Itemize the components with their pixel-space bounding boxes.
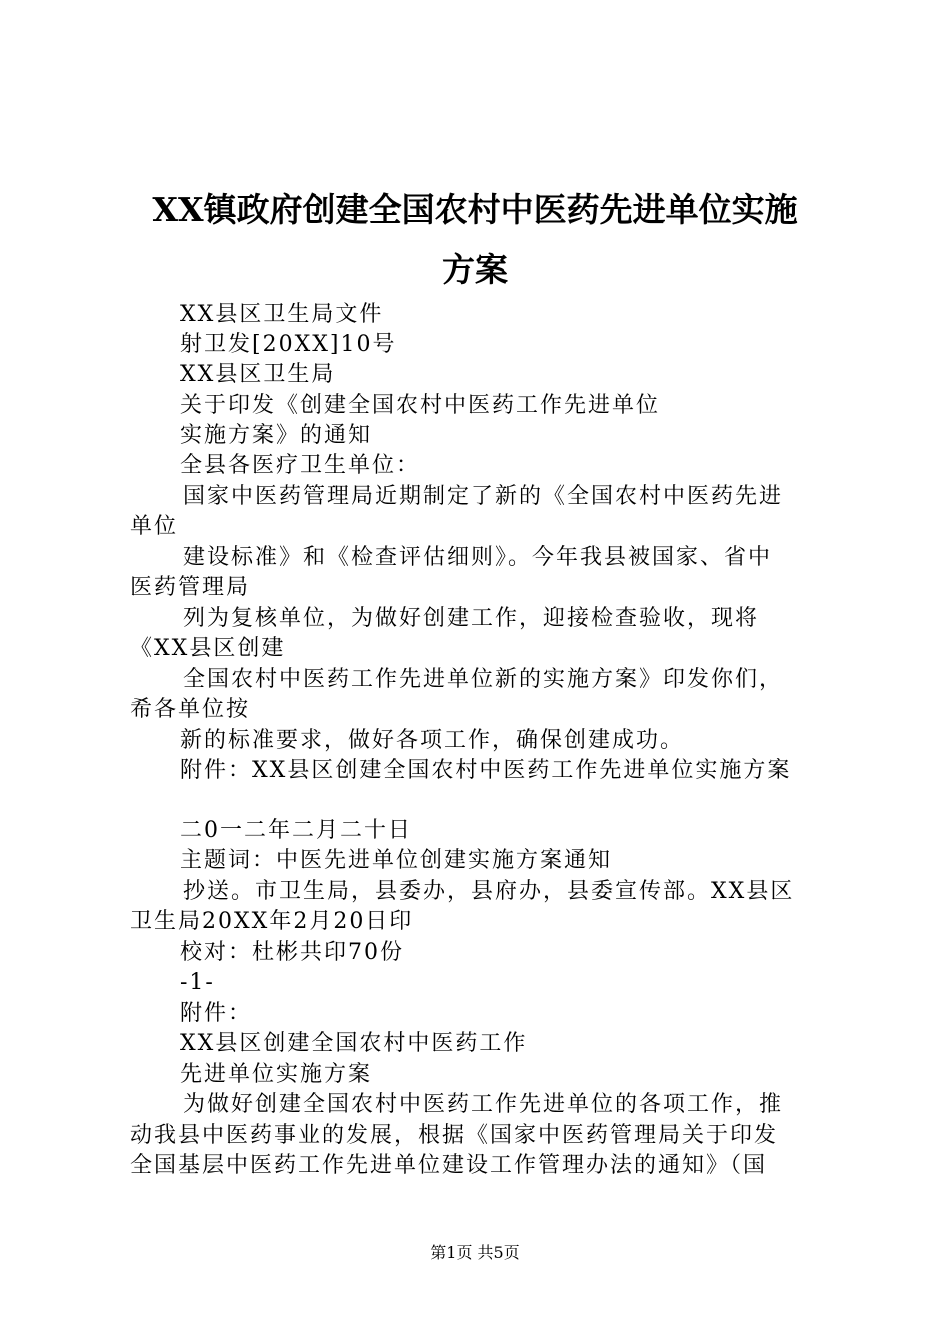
page-footer: 第1页 共5页: [430, 1243, 520, 1262]
body-line: 附件：: [180, 1001, 253, 1026]
body-line: 医药管理局: [130, 575, 251, 600]
document-title-line-2: 方案: [442, 250, 508, 289]
body-line: 校对：杜彬共印70份: [180, 940, 404, 965]
body-line: 新的标准要求，做好各项工作，确保创建成功。: [180, 728, 685, 753]
body-line: 列为复核单位，为做好创建工作，迎接检查验收，现将: [183, 606, 760, 631]
body-line: XX县区卫生局: [180, 362, 336, 387]
body-line: 全国农村中医药工作先进单位新的实施方案》印发你们，: [183, 667, 784, 692]
body-line: 单位: [130, 514, 179, 539]
body-line: 主题词：中医先进单位创建实施方案通知: [180, 848, 613, 873]
body-line: XX县区创建全国农村中医药工作: [180, 1031, 528, 1056]
body-line: 实施方案》的通知: [180, 423, 373, 448]
body-line: 先进单位实施方案: [180, 1062, 373, 1087]
body-line: 国家中医药管理局近期制定了新的《全国农村中医药先进: [183, 484, 784, 509]
body-line: 附件：XX县区创建全国农村中医药工作先进单位实施方案: [180, 758, 792, 783]
page-marker: -1-: [180, 970, 215, 995]
body-line: 建设标准》和《检查评估细则》。今年我县被国家、省中: [183, 545, 773, 570]
date-line: 二0一二年二月二十日: [180, 818, 412, 843]
body-line: 动我县中医药事业的发展，根据《国家中医药管理局关于印发: [130, 1123, 779, 1148]
body-line: 关于印发《创建全国农村中医药工作先进单位: [180, 393, 661, 418]
body-line: 射卫发[20XX]10号: [180, 332, 397, 357]
document-title-line-1: XX镇政府创建全国农村中医药先进单位实施: [152, 190, 798, 229]
body-line: 《XX县区创建: [130, 636, 286, 661]
body-line: 全国基层中医药工作先进单位建设工作管理办法的通知》（国: [130, 1153, 768, 1178]
body-line: XX县区卫生局文件: [180, 302, 384, 327]
body-line: 为做好创建全国农村中医药工作先进单位的各项工作，推: [183, 1092, 784, 1117]
body-line: 希各单位按: [130, 697, 251, 722]
body-line: 卫生局20XX年2月20日印: [130, 909, 414, 934]
body-line: 全县各医疗卫生单位：: [180, 453, 421, 478]
body-line: 抄送。市卫生局，县委办，县府办，县委宣传部。XX县区: [183, 879, 795, 904]
